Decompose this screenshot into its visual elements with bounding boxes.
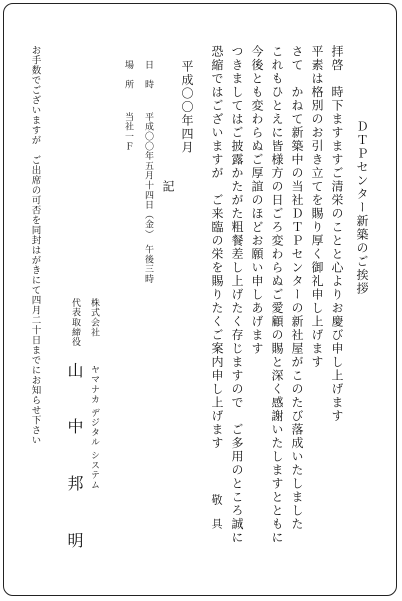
- body-line-5: 今後とも変わらぬご厚誼のほどお願い申しあげます: [250, 45, 264, 356]
- body-line-3: さて かねて新築中の当社ＤＴＰセンターの新社屋がこのたび落成いたしました: [290, 45, 304, 531]
- letter-date: 平成〇〇年四月: [180, 60, 194, 155]
- schedule-place-label: 場 所: [123, 60, 133, 90]
- signer-name-3: 邦: [65, 475, 84, 491]
- company-type: 株式会社: [89, 298, 99, 338]
- body-line-4: これもひとえに皆様方の日ごろ変わらぬご愛顧の賜と深く感謝いたしますとともに: [270, 45, 284, 545]
- body-line-6: つきましてはご披露かたがた粗餐差し上げたく存じますので ご多用のところ誠に: [230, 45, 244, 545]
- body-line-7: 恐縮ではございますが ご来臨の栄を賜りたくご案内申し上げます: [210, 45, 224, 450]
- company-name: ヤマナカ デジタル システム: [89, 365, 99, 490]
- body-line-2: 平素は格別のお引き立てを賜り厚く御礼申し上げます: [310, 45, 324, 369]
- signer-position: 代表取締役: [70, 298, 80, 347]
- schedule-place-value: 当社一Ｆ: [123, 112, 133, 152]
- signer-name-1: 山: [65, 362, 84, 378]
- closing-keigu: 敬 具: [210, 494, 223, 530]
- ki-mark: 記: [161, 180, 175, 194]
- letter-title: ＤＴＰセンター新築のご挨拶: [355, 120, 369, 296]
- body-line-1: 拝啓 時下ますますご清栄のことと心よりお慶び申し上げます: [330, 45, 344, 423]
- schedule-date-label: 日 時: [143, 60, 153, 90]
- schedule-date-value: 平成〇〇年五月十四日（金） 午後三時: [143, 112, 153, 284]
- rsvp-note: お手数でございますが ご出席の可否を同封はがきにて四月二十日までにお知らせ下さい: [29, 45, 41, 445]
- signer-name-4: 明: [65, 532, 84, 548]
- signer-name-2: 中: [65, 418, 84, 434]
